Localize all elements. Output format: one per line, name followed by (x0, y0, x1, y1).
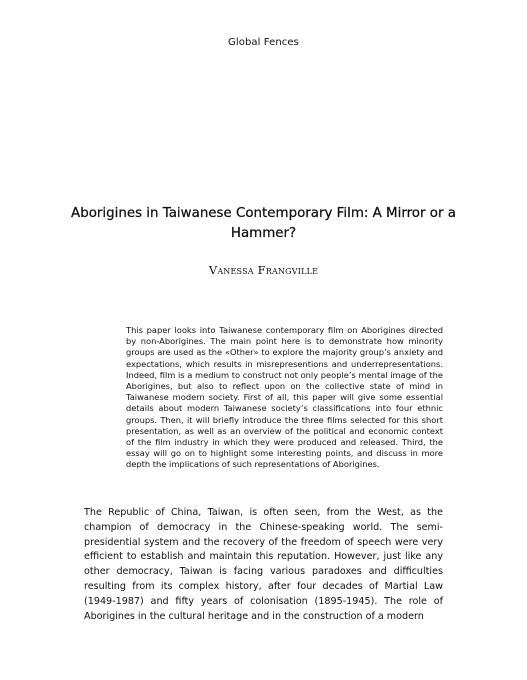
abstract: This paper looks into Taiwanese contemporary film on Aborigines directed by non-Aborigines. The main point here is to demonstrate how minority groups are used as the «Other» to explore the majority group’s anxiety and expectations, which results in misrepresentions and underrepresentations. Indeed, film is a medium to construct not only people’s mental image of the Aborigines, but also to reflect upon on the collective state of mind in Taiwanese modern society. First of all, this paper will give some essential details about modern Taiwanese society’s classifications into four ethnic groups. Then, it will briefly introduce the three films selected for this short presentation, as well as an overview of the political and economic context of the film industry in which they were produced and released. Third, the essay will go on to highlight some interesting points, and discuss in more depth the implications of such representations of Aborigines. (126, 325, 443, 470)
article-title: Aborigines in Taiwanese Contemporary Film: A Mirror or a Hammer? (71, 206, 456, 241)
body-paragraph: The Republic of China, Taiwan, is often seen, from the West, as the champion of democracy in the Chinese-speaking world. The semi-presidential system and the recovery of the freedom of speech were very efficient to establish and maintain this reputation. However, just like any other democracy, Taiwan is facing various paradoxes and difficulties resulting from its complex history, after four decades of Martial Law (1949-1987) and fifty years of colonisation (1895-1945). The role of Aborigines in the cultural heritage and in the construction of a modern (84, 507, 443, 622)
running-header: Global Fences (228, 37, 299, 48)
author-name: Vanessa Frangville (208, 263, 319, 277)
